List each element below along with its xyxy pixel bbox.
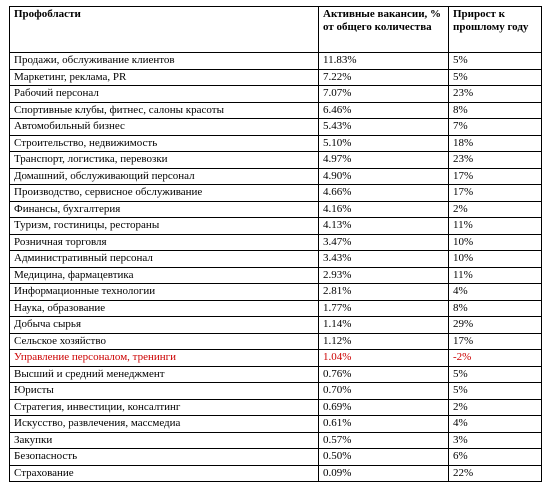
active-vacancies-cell: 3.43% (319, 251, 449, 268)
growth-cell: 8% (449, 300, 542, 317)
growth-cell: 22% (449, 465, 542, 482)
growth-cell: -2% (449, 350, 542, 367)
active-vacancies-cell: 0.09% (319, 465, 449, 482)
profarea-cell: Производство, сервисное обслуживание (10, 185, 319, 202)
active-vacancies-cell: 0.50% (319, 449, 449, 466)
table-row (10, 465, 542, 482)
active-vacancies-cell: 11.83% (319, 53, 449, 70)
growth-cell: 2% (449, 399, 542, 416)
profarea-cell: Безопасность (10, 449, 319, 466)
active-vacancies-cell: 5.43% (319, 119, 449, 136)
growth-cell: 10% (449, 234, 542, 251)
profarea-cell: Наука, образование (10, 300, 319, 317)
growth-cell: 3% (449, 432, 542, 449)
profarea-cell: Домашний, обслуживающий персонал (10, 168, 319, 185)
table-row (10, 234, 542, 251)
profarea-cell: Сельское хозяйство (10, 333, 319, 350)
growth-cell: 11% (449, 218, 542, 235)
profarea-cell: Продажи, обслуживание клиентов (10, 53, 319, 70)
header-active-vacancies: Активные вакансии, % от общего количества (319, 7, 449, 53)
active-vacancies-cell: 1.12% (319, 333, 449, 350)
active-vacancies-cell: 4.13% (319, 218, 449, 235)
table-row (10, 300, 542, 317)
growth-cell: 29% (449, 317, 542, 334)
profarea-cell: Стратегия, инвестиции, консалтинг (10, 399, 319, 416)
active-vacancies-cell: 6.46% (319, 102, 449, 119)
profarea-cell: Строительство, недвижимость (10, 135, 319, 152)
active-vacancies-cell: 0.61% (319, 416, 449, 433)
profarea-cell: Искусство, развлечения, массмедиа (10, 416, 319, 433)
profarea-cell: Добыча сырья (10, 317, 319, 334)
table-row (10, 135, 542, 152)
profarea-cell: Рабочий персонал (10, 86, 319, 103)
active-vacancies-cell: 1.04% (319, 350, 449, 367)
table-row (10, 119, 542, 136)
profarea-cell: Управление персоналом, тренинги (10, 350, 319, 367)
active-vacancies-cell: 4.90% (319, 168, 449, 185)
active-vacancies-cell: 0.70% (319, 383, 449, 400)
growth-cell: 10% (449, 251, 542, 268)
table-row (10, 432, 542, 449)
growth-cell: 23% (449, 152, 542, 169)
growth-cell: 17% (449, 168, 542, 185)
growth-cell: 23% (449, 86, 542, 103)
table-row (10, 168, 542, 185)
header-profarea: Профобласти (10, 7, 319, 53)
active-vacancies-cell: 0.57% (319, 432, 449, 449)
active-vacancies-cell: 4.66% (319, 185, 449, 202)
profarea-cell: Медицина, фармацевтика (10, 267, 319, 284)
table-row (10, 317, 542, 334)
profarea-cell: Транспорт, логистика, перевозки (10, 152, 319, 169)
table-row (10, 399, 542, 416)
growth-cell: 5% (449, 69, 542, 86)
growth-cell: 11% (449, 267, 542, 284)
profarea-cell: Туризм, гостиницы, рестораны (10, 218, 319, 235)
growth-cell: 5% (449, 383, 542, 400)
table-row (10, 152, 542, 169)
profarea-cell: Информационные технологии (10, 284, 319, 301)
document-page (9, 6, 541, 482)
profarea-cell: Финансы, бухгалтерия (10, 201, 319, 218)
vacancies-table (9, 6, 542, 482)
growth-cell: 18% (449, 135, 542, 152)
active-vacancies-cell: 2.93% (319, 267, 449, 284)
active-vacancies-cell: 1.77% (319, 300, 449, 317)
header-growth: Прирост к прошлому году (449, 7, 542, 53)
table-row (10, 201, 542, 218)
active-vacancies-cell: 4.16% (319, 201, 449, 218)
growth-cell: 4% (449, 284, 542, 301)
active-vacancies-cell: 1.14% (319, 317, 449, 334)
active-vacancies-cell: 4.97% (319, 152, 449, 169)
table-header-row (10, 7, 542, 53)
active-vacancies-cell: 2.81% (319, 284, 449, 301)
table-row (10, 366, 542, 383)
table-row (10, 102, 542, 119)
table-row (10, 251, 542, 268)
growth-cell: 7% (449, 119, 542, 136)
profarea-cell: Спортивные клубы, фитнес, салоны красоты (10, 102, 319, 119)
profarea-cell: Юристы (10, 383, 319, 400)
profarea-cell: Высший и средний менеджмент (10, 366, 319, 383)
active-vacancies-cell: 7.07% (319, 86, 449, 103)
table-row (10, 267, 542, 284)
table-row (10, 86, 542, 103)
growth-cell: 4% (449, 416, 542, 433)
active-vacancies-cell: 0.69% (319, 399, 449, 416)
active-vacancies-cell: 5.10% (319, 135, 449, 152)
active-vacancies-cell: 7.22% (319, 69, 449, 86)
table-row (10, 350, 542, 367)
profarea-cell: Розничная торговля (10, 234, 319, 251)
profarea-cell: Административный персонал (10, 251, 319, 268)
table-row (10, 449, 542, 466)
table-row (10, 53, 542, 70)
active-vacancies-cell: 0.76% (319, 366, 449, 383)
profarea-cell: Закупки (10, 432, 319, 449)
table-body (10, 53, 542, 482)
growth-cell: 5% (449, 366, 542, 383)
table-row (10, 284, 542, 301)
table-row (10, 333, 542, 350)
growth-cell: 17% (449, 185, 542, 202)
table-row (10, 383, 542, 400)
profarea-cell: Автомобильный бизнес (10, 119, 319, 136)
table-row (10, 218, 542, 235)
growth-cell: 2% (449, 201, 542, 218)
growth-cell: 6% (449, 449, 542, 466)
growth-cell: 8% (449, 102, 542, 119)
profarea-cell: Страхование (10, 465, 319, 482)
profarea-cell: Маркетинг, реклама, PR (10, 69, 319, 86)
table-row (10, 69, 542, 86)
growth-cell: 17% (449, 333, 542, 350)
table-row (10, 416, 542, 433)
table-row (10, 185, 542, 202)
growth-cell: 5% (449, 53, 542, 70)
active-vacancies-cell: 3.47% (319, 234, 449, 251)
